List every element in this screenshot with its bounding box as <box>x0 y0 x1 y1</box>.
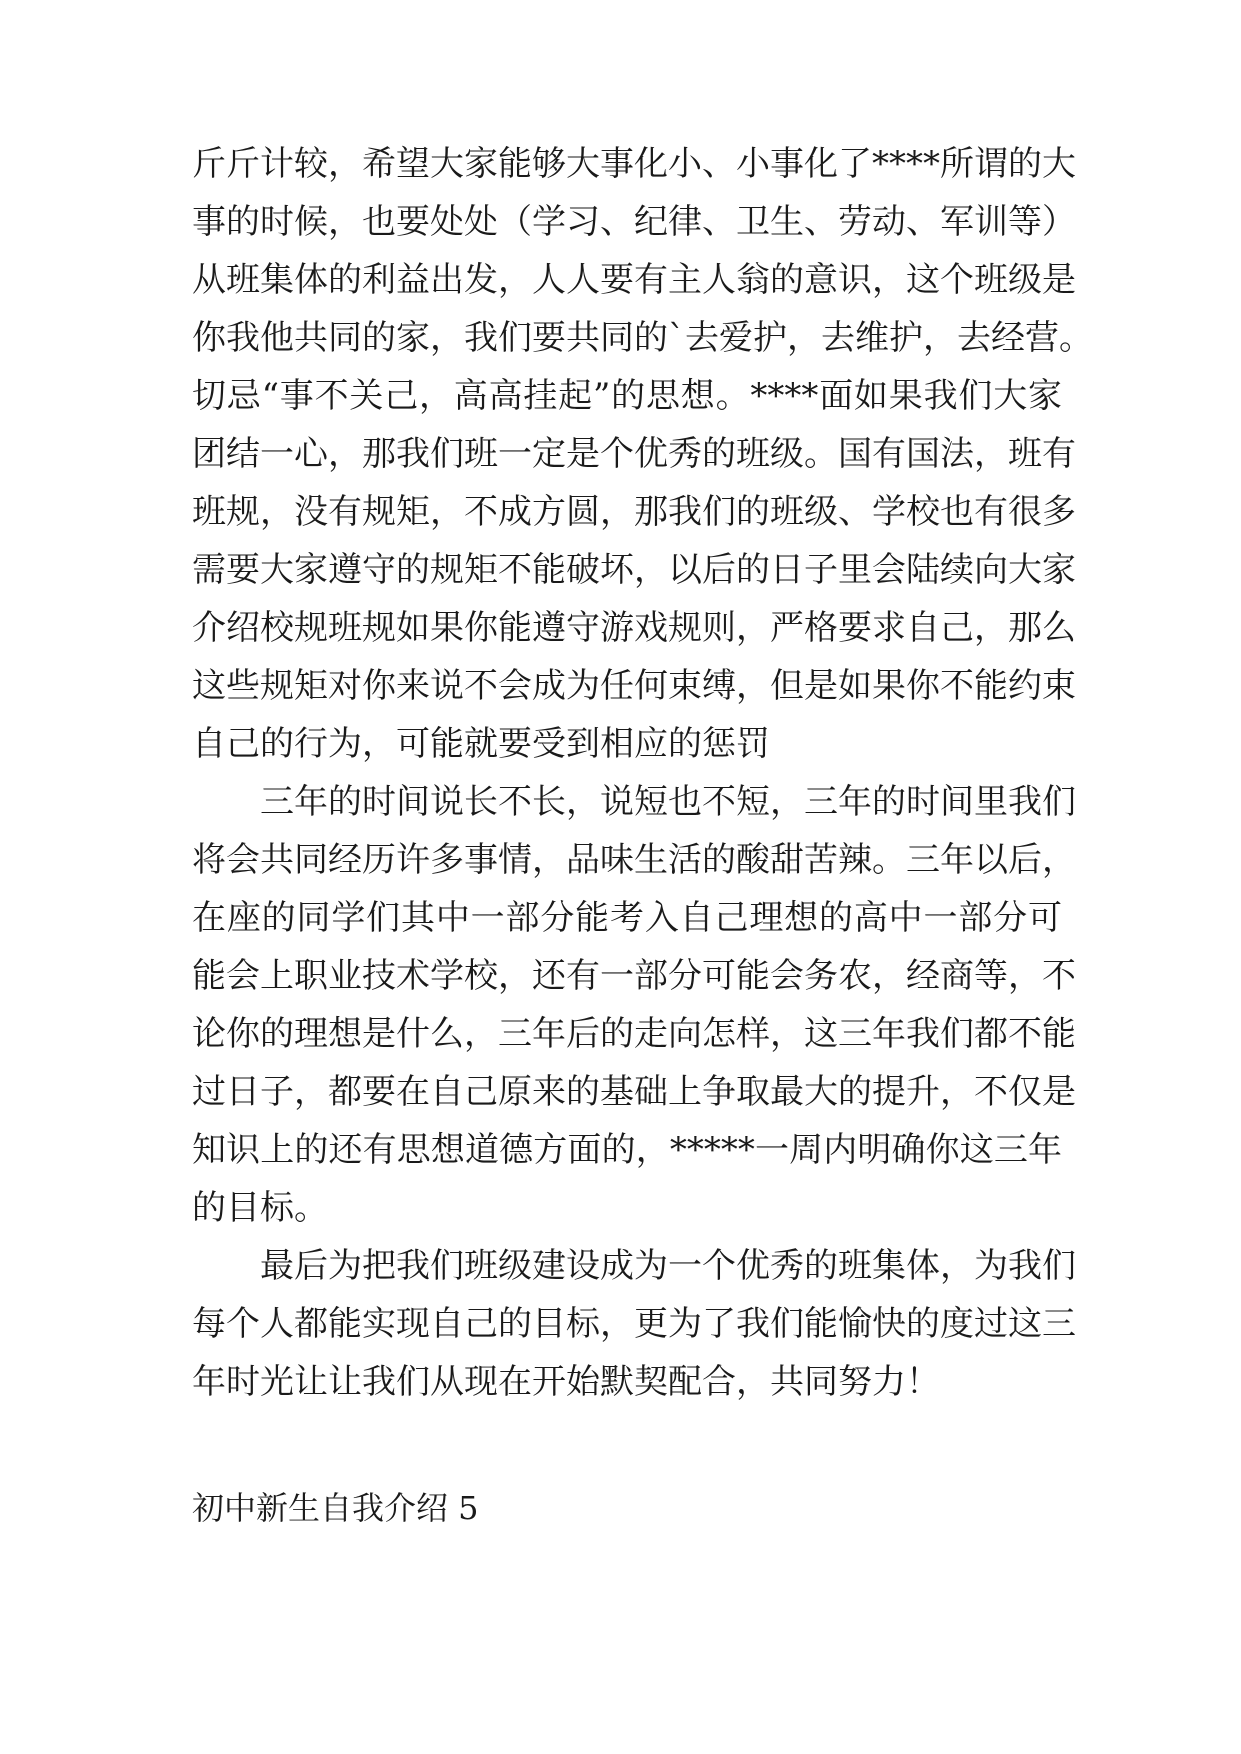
paragraph-line: 事的时候，也要处处（学习、纪律、卫生、劳动、军训等） <box>192 202 1076 242</box>
paragraph-line: 这些规矩对你来说不会成为任何束缚，但是如果你不能约束 <box>192 666 1076 706</box>
paragraph-line: 最后为把我们班级建设成为一个优秀的班集体，为我们 <box>260 1246 1076 1286</box>
paragraph-line: 从班集体的利益出发，人人要有主人翁的意识，这个班级是 <box>192 260 1076 300</box>
paragraph-line: 介绍校规班规如果你能遵守游戏规则，严格要求自己，那么 <box>192 608 1076 648</box>
paragraph-line: 你我他共同的家，我们要共同的`去爱护，去维护，去经营。 <box>192 318 1093 358</box>
paragraph-line: 自己的行为，可能就要受到相应的惩罚 <box>192 724 770 764</box>
paragraph-line: 斤斤计较，希望大家能够大事化小、小事化了****所谓的大 <box>192 144 1076 184</box>
paragraph-line: 班规，没有规矩，不成方圆，那我们的班级、学校也有很多 <box>192 492 1076 532</box>
paragraph-line: 每个人都能实现自己的目标，更为了我们能愉快的度过这三 <box>192 1304 1076 1344</box>
paragraph-line: 三年的时间说长不长，说短也不短，三年的时间里我们 <box>260 782 1076 822</box>
paragraph-line: 的目标。 <box>192 1188 328 1228</box>
paragraph-line: 团结一心，那我们班一定是个优秀的班级。国有国法，班有 <box>192 434 1076 474</box>
paragraph-line: 能会上职业技术学校，还有一部分可能会务农，经商等，不 <box>192 956 1076 996</box>
paragraph-line: 过日子，都要在自己原来的基础上争取最大的提升，不仅是 <box>192 1072 1076 1112</box>
paragraph-line: 切忌“事不关己，高高挂起”的思想。****面如果我们大家 <box>192 376 1062 416</box>
paragraph-line: 需要大家遵守的规矩不能破坏，以后的日子里会陆续向大家 <box>192 550 1076 590</box>
paragraph-line: 论你的理想是什么，三年后的走向怎样，这三年我们都不能 <box>192 1014 1076 1054</box>
paragraph-line: 年时光让让我们从现在开始默契配合，共同努力！ <box>192 1362 940 1402</box>
paragraph-line: 将会共同经历许多事情，品味生活的酸甜苦辣。三年以后， <box>192 840 1076 880</box>
section-heading: 初中新生自我介绍 5 <box>192 1489 479 1527</box>
paragraph-line: 知识上的还有思想道德方面的，*****一周内明确你这三年 <box>192 1130 1062 1170</box>
paragraph-line: 在座的同学们其中一部分能考入自己理想的高中一部分可 <box>192 898 1062 938</box>
